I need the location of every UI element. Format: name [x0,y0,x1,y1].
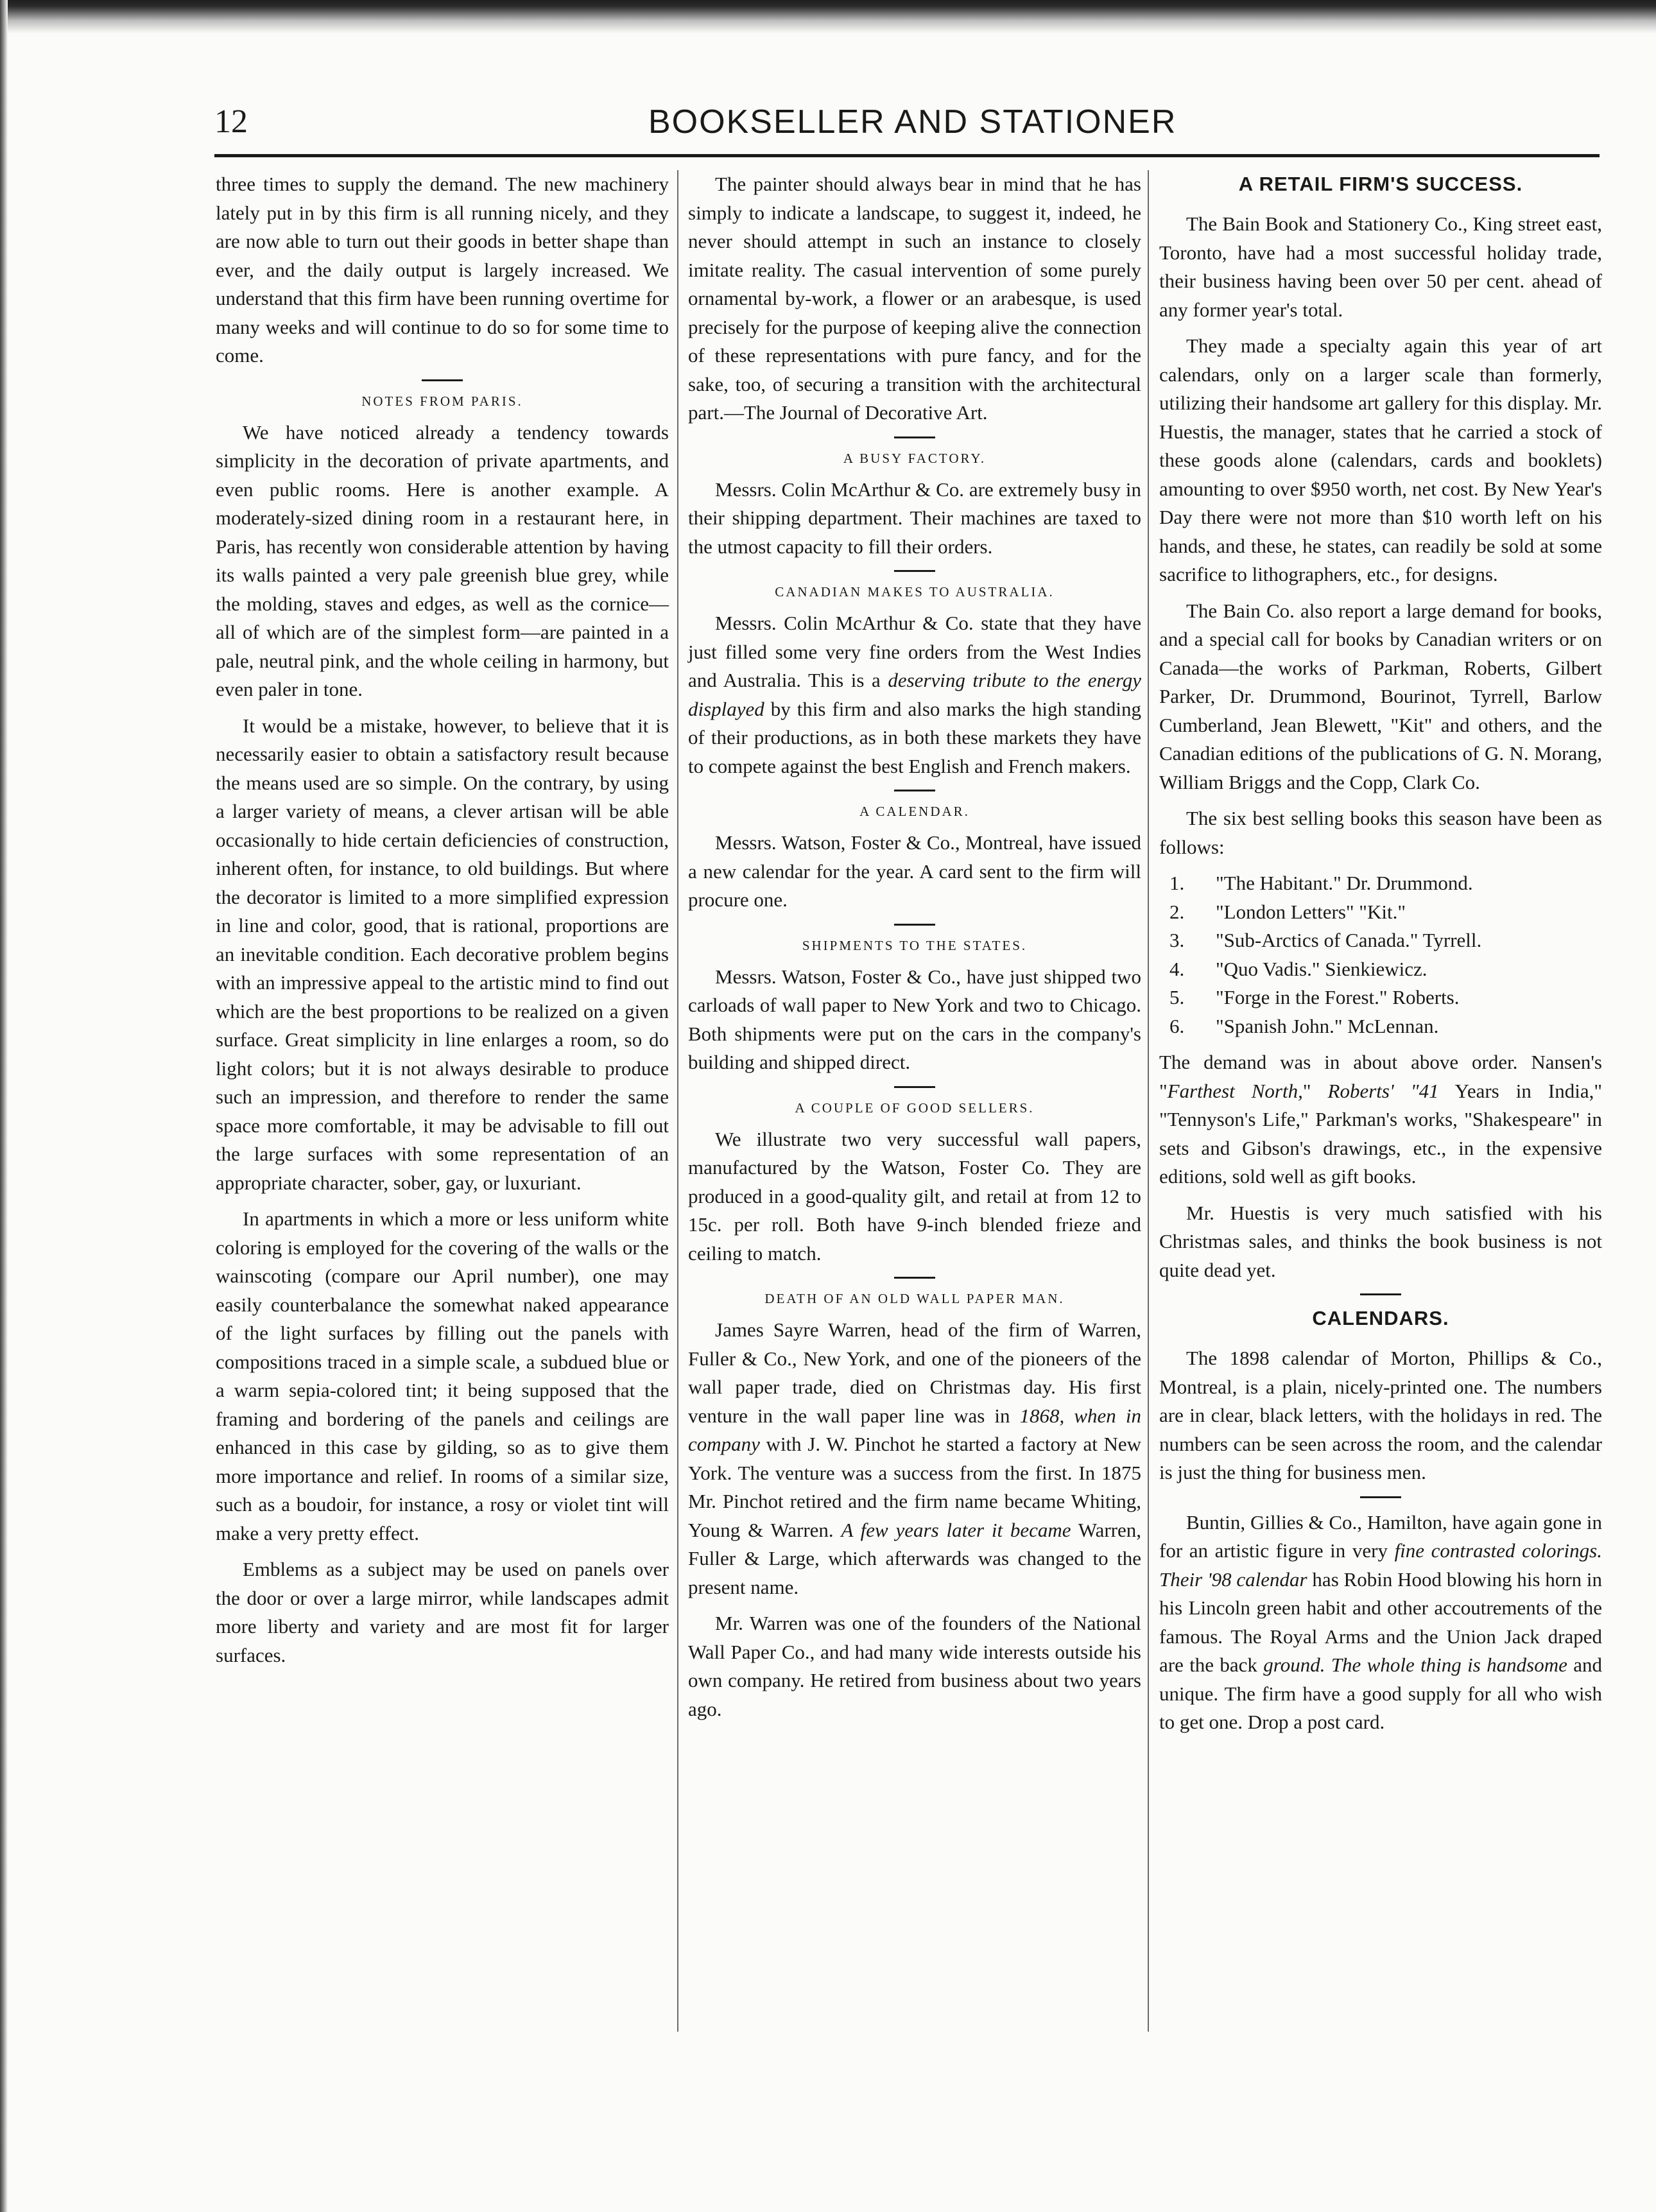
paragraph [1159,1048,1602,1191]
list-number: 3. [1169,929,1185,951]
list-text: "Quo Vadis." Sienkiewicz. [1216,957,1427,980]
italic-run: ground. The whole thing is handsome [1263,1654,1567,1676]
section-heading-calendar: A CALENDAR. [859,804,970,819]
section-dash [1360,1293,1401,1295]
list-item [1159,983,1602,1012]
italic-run: Roberts' "41 [1327,1079,1439,1102]
paragraph: Mr. Huestis is very much satisfied with his Christmas sales, and thinks the book business is not quite dead yet. [1159,1201,1602,1281]
paragraph: It would be a mistake, however, to believe that it is necessarily easier to obtain a satisfactory result because the means used are so simple. On the contrary, by using a larger variety of means, a clever artisan will be able occasionally to hide certain deficiencies of construction, inherent often, for instance, to old buildings. But where the decorator is limited to a more simplified expression in line and color, good, that is rational, proportions are an inevitable condition. Each decorative problem begins with an impressive appeal to the artistic mind to find out which are the best proportions to be realized on a given surface. Great simplicity in line enlarges a room, so do light colors; but it is not always desirable to produce such an impression, and therefore to render the same space more comfortable, it may be advisable to fill out the large surfaces with some representation of an appropriate character, sober, gay, or luxuriant. [216,714,669,1194]
section-heading-good-sellers: A COUPLE OF GOOD SELLERS. [795,1100,1035,1116]
list-item [1159,869,1602,898]
paragraph: Emblems as a subject may be used on panels over the door or over a large mirror, while landscapes admit more liberty and variety and are most fit for larger surfaces. [216,1558,669,1666]
paragraph: The Bain Book and Stationery Co., King street east, Toronto, have had a most successful holiday trade, their business having been over 50 per cent. ahead of any former year's total. [1159,212,1602,321]
paragraph: Messrs. Watson, Foster & Co., have just shipped two carloads of wall paper to New York and two to Chicago. Both shipments were put on the cars in the company's building and shipped direct. [688,965,1141,1073]
italic-run: A few years later it became [841,1518,1071,1541]
list-text: "Forge in the Forest." Roberts. [1216,986,1460,1008]
heading-calendars: CALENDARS. [1312,1307,1449,1329]
page-header [0,96,1656,148]
paragraph: The Bain Co. also report a large demand for books, and a special call for books by Canadian writers or on Canada—the works of Parkman, Roberts, Gilbert Parker, Dr. Drummond, Bourinot, Tyrrell, Barlow Cumberland, Jean Blewett, "Kit" and others, and the Canadian editions of the publications of G. N. Morang, William Briggs and the Copp, Clark Co. [1159,599,1602,793]
list-text: "Spanish John." McLennan. [1216,1014,1439,1037]
section-heading-shipments: SHIPMENTS TO THE STATES. [802,937,1028,953]
paragraph: Mr. Warren was one of the founders of the National Wall Paper Co., and had many wide interests outside his own company. He retired from business about two years ago. [688,1612,1141,1720]
list-number: 4. [1169,957,1185,980]
column-divider [1148,170,1149,2032]
text-run: and unique. The firm have a good supply for all who wish to get one. Drop a post card. [1159,1654,1603,1733]
header-rule [214,154,1600,157]
heading-retail-firms-success: A RETAIL FIRM'S SUCCESS. [1238,173,1523,195]
text-run: Warren, Fuller & Large, which afterwards was changed to the present name. [688,1518,1141,1598]
list-item [1159,926,1602,955]
paragraph [1159,1508,1602,1737]
paragraph: We illustrate two very successful wall papers, manufactured by the Watson, Foster Co. They are produced in a good-quality gilt, and retail at from 12 to 15c. per roll. Both have 9-inch blended frieze and ceiling to match. [688,1127,1141,1265]
column-right [1159,170,1602,1745]
list-item [1159,1012,1602,1041]
italic-run: 1868, when in company [688,1404,1141,1455]
text-run: James Sayre Warren, head of the firm of Warren, Fuller & Co., New York, and one of the pioneers of the wall paper trade, died on Christmas day. His first venture in the wall paper line was in [688,1318,1141,1427]
column-divider [677,170,678,2032]
list-text: "The Habitant." Dr. Drummond. [1216,872,1473,894]
text-run: with J. W. Pinchot he started a factory at New York. The venture was a success from the first. In 1875 Mr. Pinchot retired and the firm name became Whiting, Young & Warren. [688,1433,1141,1541]
paragraph: We have noticed already a tendency towards simplicity in the decoration of private apartments, and even public rooms. Here is another example. A moderately-sized dining room in a restaurant here, in Paris, has recently won considerable attention by having its walls painted a very pale greenish blue grey, while the molding, staves and edges, as well as the cornice—all of which are of the simplest form—are painted in a pale, neutral pink, and the whole ceiling in harmony, but even paler in tone. [216,420,669,700]
section-dash [894,1277,935,1279]
list-text: "London Letters" "Kit." [1216,900,1406,923]
paragraph: The six best selling books this season have been as follows: [1159,807,1602,858]
list-item [1159,955,1602,984]
italic-run: Farthest North, [1167,1079,1303,1102]
list-number: 1. [1169,872,1185,894]
column-middle [688,170,1141,1731]
text-run: The demand was in about above order. Nansen's " [1159,1051,1602,1102]
italic-run: fine contrasted colorings. Their '98 calendar [1159,1539,1602,1591]
column-left [216,170,669,1677]
section-heading-busy-factory: A BUSY FACTORY. [843,450,987,466]
paragraph: In apartments in which a more or less uniform white coloring is employed for the covering of the walls or the wainscoting (compare our April number), one may easily counterbalance the somewhat naked appearance of the light surfaces by filling out the panels with compositions traced in a simple scale, a subdued blue or a warm sepia-colored tint; it being supposed that the framing and bordering of the panels and ceilings are enhanced in this case by gilding, so as to give them more importance and relief. In rooms of a similar size, such as a boudoir, for instance, a rosy or violet tint will make a very pretty effect. [216,1207,669,1544]
section-heading-death-of-wall-paper-man: DEATH OF AN OLD WALL PAPER MAN. [764,1291,1065,1306]
scan-edge-left [0,0,8,2212]
paragraph: Messrs. Colin McArthur & Co. are extremely busy in their shipping department. Their machines are taxed to the utmost capacity to fill their orders. [688,478,1141,558]
running-title: BOOKSELLER AND STATIONER [648,103,1177,141]
paragraph: The painter should always bear in mind that he has simply to indicate a landscape, to suggest it, indeed, he never should attempt in such an instance to closely imitate reality. The casual intervention of some purely ornamental by-work, a flower or an arabesque, is used precisely for the purpose of keeping alive the connection of these representations with pure fancy, and for the sake, too, of securing a transition with the architectural part.—The Journal of Decorative Art. [688,173,1141,424]
section-dash [894,924,935,926]
section-dash [894,436,935,438]
list-text: "Sub-Arctics of Canada." Tyrrell. [1216,929,1482,951]
paragraph: three times to supply the demand. The new machinery lately put in by this firm is all running nicely, and they are now able to turn out their goods in better shape than ever, and the daily output is largely increased. We understand that this firm have been running overtime for many weeks and will continue to do so for some time to come. [216,173,669,367]
list-number: 2. [1169,900,1185,923]
text-run: Buntin, Gillies & Co., Hamilton, have again gone in for an artistic figure in very [1159,1510,1602,1562]
bestseller-list [1159,869,1602,1041]
section-dash [894,790,935,791]
text-run: by this firm and also marks the high standing of their productions, as in both these markets they have to compete against the best English and French makers. [688,697,1141,777]
paragraph [688,609,1141,781]
page-number: 12 [214,103,248,140]
section-dash [422,379,463,381]
text-run: Messrs. Colin McArthur & Co. state that they have just filled some very fine orders from the West Indies and Australia. This is a [688,612,1141,691]
italic-run: deserving tribute to the energy displayed [688,669,1142,720]
text-run: has Robin Hood blowing his horn in his Lincoln green habit and other accoutrements of the famous. The Royal Arms and the Union Jack draped are the back [1159,1568,1602,1676]
scan-edge-top [0,0,1656,33]
paragraph: The 1898 calendar of Morton, Phillips & Co., Montreal, is a plain, nicely-printed one. The numbers are in clear, black letters, with the holidays in red. The numbers can be seen across the room, and the calendar is just the thing for business men. [1159,1347,1602,1483]
section-dash [894,570,935,572]
list-number: 6. [1169,1014,1185,1037]
paragraph: They made a specialty again this year of art calendars, only on a larger scale than formerly, utilizing their handsome art gallery for this display. Mr. Huestis, the manager, states that he carried a stock of these goods alone (calendars, cards and booklets) amounting to over $950 worth, net cost. By New Year's Day there were not more than $10 worth left on his hands, and these, he states, can readily be sold at some sacrifice to lithographers, etc., for designs. [1159,334,1602,585]
section-heading-notes-from-paris: NOTES FROM PARIS. [361,393,523,409]
list-item [1159,898,1602,927]
section-dash [1360,1496,1401,1498]
text-run: Years in India," "Tennyson's Life," Parkman's works, "Shakespeare" in sets and Gibson's drawings, etc., in the expensive editions, sold well as gift books. [1159,1079,1602,1188]
text-run: " [1302,1079,1328,1102]
list-number: 5. [1169,986,1185,1008]
paragraph: Messrs. Watson, Foster & Co., Montreal, have issued a new calendar for the year. A card sent to the firm will procure one. [688,831,1141,911]
paragraph [688,1316,1141,1602]
section-heading-canadian-makes: CANADIAN MAKES TO AUSTRALIA. [775,584,1055,600]
section-dash [894,1086,935,1088]
